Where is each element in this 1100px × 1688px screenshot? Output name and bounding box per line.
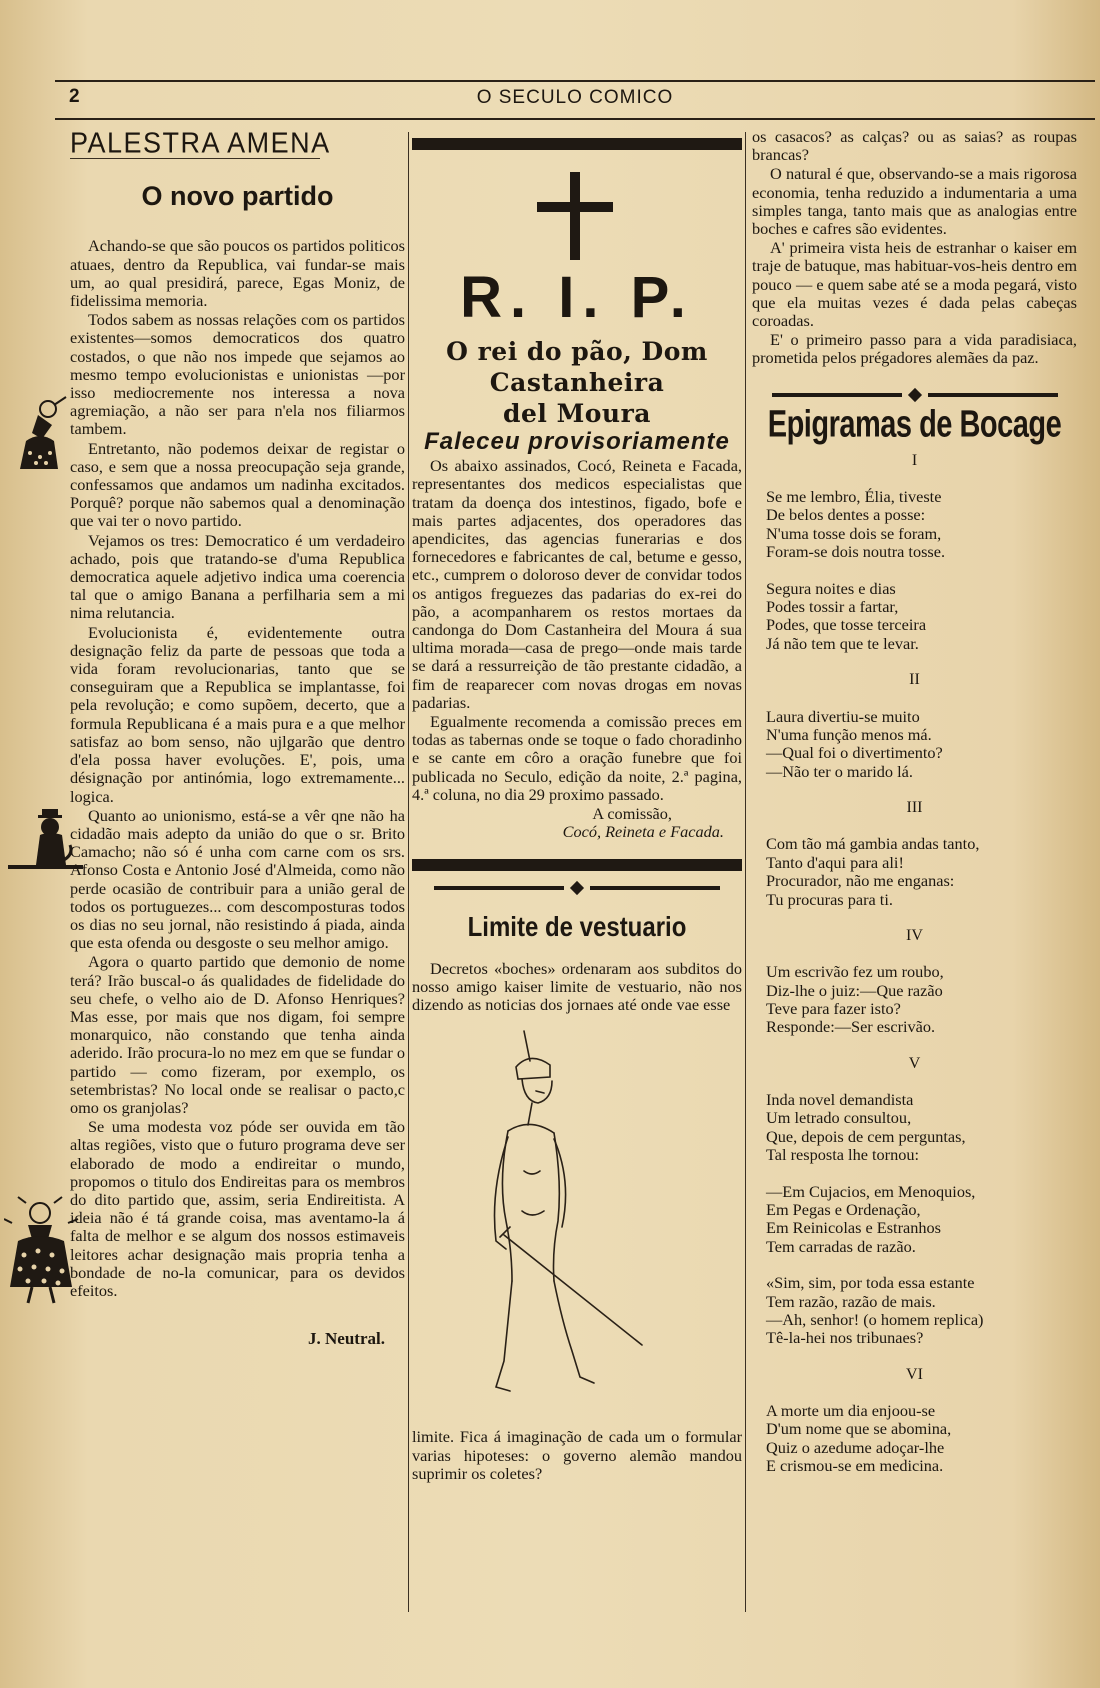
column-rule-2 xyxy=(745,132,746,1612)
ornament-divider xyxy=(412,883,742,893)
rip-paragraph: Egualmente recomenda a comissão preces em todas as tabernas onde se toque o fado choradinho e se cante em côro a oração funebre que foi publicada no Seculo, edição da noite, 2.ª pagina, 4.ª coluna, no dia 29 proximo passado. xyxy=(412,712,742,804)
epigram-line: Se me lembro, Élia, tiveste xyxy=(766,487,942,507)
epigram-line: Tê-la-hei nos tribunaes? xyxy=(766,1328,924,1348)
epigram-line: Tal resposta lhe tornou: xyxy=(766,1145,920,1165)
article-paragraph: Achando-se que são poucos os partidos politicos atuaes, dentro da Republica, vai fundar-se mais um, ao qual presidirá, parece, Egas Moniz, de fidelissima memoria. xyxy=(70,236,405,311)
column-palestra xyxy=(70,128,405,1348)
epigram-line: Um escrivão fez um roubo, xyxy=(766,962,944,982)
limite-title: Limite de vestuario xyxy=(467,912,687,944)
limite-continuation: O natural é que, observando-se a mais rigorosa economia, tenha reduzido a indumentaria a uma simples tanga, tanto mais que as analogias entre boches e cafres são evidentes. xyxy=(752,164,1077,239)
epigram-line: Que, depois de cem perguntas, xyxy=(766,1126,966,1146)
epigram-line: Tem razão, razão de mais. xyxy=(766,1291,936,1311)
epigram-stanza xyxy=(752,1274,1077,1348)
epigram-line: Laura divertiu-se muito xyxy=(766,706,920,726)
rip-subheading xyxy=(412,336,742,429)
rip-heading: R. I. P. xyxy=(460,265,694,330)
epigram-line: Responde:—Ser escrivão. xyxy=(766,1017,936,1037)
epigramas-title: Epigramas de Bocage xyxy=(767,403,1062,446)
stanza-gap xyxy=(752,1256,1077,1274)
rip-paragraph: Os abaixo assinados, Cocó, Reineta e Facada, representantes dos medicos especialistas que tratam da doença dos intestinos, figado, bofe e mais partes adjacentes, dos operadores das apendicites, das agencias funerarias e dos fornecedores e fabricantes de cal, betume e gesso, etc., cumprem o doloroso dever de convidar todos os antigos freguezes das padarias do ex-rei do pão, a acompanharem os restos mortaes da candonga do Dom Castanheira del Moura á sua ultima morada—casa de prego—onde mais tarde se dará a ressurreição de tão prestante cidadão, a fim de reaparecer com novas drogas em novas padarias. xyxy=(412,456,742,712)
limite-paragraph: limite. Fica á imaginação de cada um o formular varias hipoteses: o governo alemão mandou suprimir os coletes? xyxy=(412,1427,742,1483)
stanza-gap xyxy=(752,1165,1077,1183)
epigram-line: —Em Cujacios, em Menoquios, xyxy=(766,1181,976,1201)
rip-tagline: Faleceu provisoriamente xyxy=(424,428,730,455)
epigram-stanza xyxy=(752,580,1077,654)
limite-continuation: E' o primeiro passo para a vida paradisiaca, prometida pelos prégadores alemães da paz. xyxy=(752,330,1077,368)
epigram-line: N'uma tosse dois se foram, xyxy=(766,523,942,543)
page-header xyxy=(55,80,1095,120)
article-paragraph: Quanto ao unionismo, está-se a vêr qne não ha cidadão mais adepto da união do que o sr. Brito Camacho; não só é unha com carne com os srs. Afonso Costa e Antonio José d'Almeida, como não perde ocasião de contribuir para a união geral de todos os portuguezes... com descomposturas todos os dias no seu jornal, não resistindo á piada, ainda que esta ofenda ou desgoste o seu melhor amigo. xyxy=(70,805,405,953)
mourning-bar xyxy=(412,138,742,150)
epigram-line: Teve para fazer isto? xyxy=(766,998,901,1018)
epigram-line: N'uma função menos má. xyxy=(766,724,932,744)
epigram-stanza xyxy=(752,488,1077,562)
epigram-stanza xyxy=(752,1091,1077,1165)
limite-continuation: A' primeira vista heis de estranhar o kaiser em traje de batuque, mas habituar-vos-heis dentro em pouco — e quem sabe até se a moda pegará, visto que ela muitas vezes é dada pelas cabeças coroadas. xyxy=(752,238,1077,331)
epigram-line: Com tão má gambia andas tanto, xyxy=(766,834,980,854)
column-rule-1 xyxy=(408,132,409,1612)
column-rip xyxy=(412,128,742,1484)
epigram-line: Já não tem que te levar. xyxy=(766,633,919,653)
rip-signature-line-2: Cocó, Reineta e Facada. xyxy=(562,822,724,842)
epigram-line: Quiz o azedume adoçar-lhe xyxy=(766,1437,945,1457)
epigram-line: —Ah, senhor! (o homem replica) xyxy=(766,1310,984,1330)
page-number: 2 xyxy=(69,86,80,107)
epigram-line: Diz-lhe o juiz:—Que razão xyxy=(766,980,943,1000)
article-paragraph: Entretanto, não podemos deixar de registar o caso, e sem que a nossa preocupação seja grande, confessamos que andamos um nadinha excitados. Porquê? porque não sabemos qual a denominação que vai ter o novo partido. xyxy=(70,438,405,531)
epigram-numeral: VI xyxy=(906,1365,923,1383)
limite-continued xyxy=(412,1428,742,1483)
article-signature: J. Neutral. xyxy=(308,1329,385,1349)
ornament-divider xyxy=(752,390,1077,400)
epigram-line: De belos dentes a posse: xyxy=(766,505,926,525)
epigram-line: —Qual foi o divertimento? xyxy=(766,743,943,763)
epigram-stanza xyxy=(752,835,1077,909)
epigram-line: A morte um dia enjoou-se xyxy=(766,1401,936,1421)
article-paragraph: Evolucionista é, evidentemente outra designação feliz da parte de pessoas que toda a vida foram revolucionarias, tanto que se conseguiram que a Republica se implantasse, foi pela revolução; e como supõem, decerto, que a formula Republicana é a mais pura e a que melhor satisfaz ao bom senso, não ujlgarão que dentro d'ela possa haver evoluções. E', pois, uma désignação por antinómia, logo extremamente... logica. xyxy=(70,622,405,806)
epigram-numeral: III xyxy=(906,799,923,817)
mourning-bar xyxy=(412,859,742,871)
article-paragraph: Se uma modesta voz póde ser ouvida em tão altas regiões, visto que o futuro programa deve ser elaborado de modo a endireitar o mundo, propomos o titulo dos Endireitas para os membros do dito partido que, assim, seria Endireitista. A ideia não é tá grande coisa, mas aventamo-la á falta de melhor e se algum dos nossos estimaveis leitores achar designação mais propria tenha a bondade de no-la comunicar, para os devidos efeitos. xyxy=(70,1117,405,1300)
epigram-numeral: I xyxy=(911,451,918,469)
epigram-line: Podes tossir a fartar, xyxy=(766,597,899,617)
epigramas-body xyxy=(752,452,1077,1476)
epigram-line: D'um nome que se abomina, xyxy=(766,1419,952,1439)
newspaper-title: O SECULO COMICO xyxy=(476,87,674,108)
rip-subheading-line-1: O rei do pão, Dom Castanheira xyxy=(446,337,708,397)
epigram-stanza xyxy=(752,1183,1077,1257)
epigram-line: Tanto d'aqui para ali! xyxy=(766,852,904,872)
epigram-line: Um letrado consultou, xyxy=(766,1108,912,1128)
limite-paragraph: Decretos «boches» ordenaram aos subditos do nosso amigo kaiser limite de vestuario, não nos dizendo as noticias dos jornaes até onde vae esse xyxy=(412,958,742,1015)
figure-vignette-icon xyxy=(8,395,70,475)
epigram-stanza xyxy=(752,1402,1077,1476)
stanza-gap xyxy=(752,562,1077,580)
epigram-line: Tu procuras para ti. xyxy=(766,889,893,909)
cross-icon xyxy=(412,150,742,258)
epigram-line: —Não ter o marido lá. xyxy=(766,761,913,781)
column-right xyxy=(752,128,1077,1476)
epigram-stanza xyxy=(752,708,1077,782)
epigram-line: Segura noites e dias xyxy=(766,578,896,598)
epigram-line: E crismou-se em medicina. xyxy=(766,1456,944,1476)
epigram-numeral: II xyxy=(909,671,920,689)
epigram-numeral: IV xyxy=(906,926,923,944)
epigram-line: Em Pegas e Ordenação, xyxy=(766,1200,921,1220)
epigram-stanza xyxy=(752,963,1077,1037)
article-paragraph: Agora o quarto partido que demonio de nome terá? Irão buscal-o ás qualidades de fidelidade do seu chefe, o velho aio de D. Afonso Henriques? Mas esse, por mais que nos digam, foi sempre monarquico, não constando que tenha ainda aderido. Irão procura-lo no mez em que se fundar o partido — como fizeram, por exemplo, os setembristas? No local onde se realisar o pacto,c omo os granjolas? xyxy=(70,952,405,1117)
rip-subheading-line-2: del Moura xyxy=(503,399,651,428)
epigram-line: Foram-se dois noutra tosse. xyxy=(766,542,946,562)
limite-continuation: os casacos? as calças? ou as saias? as roupas brancas? xyxy=(752,127,1077,165)
epigram-line: Procurador, não me enganas: xyxy=(766,871,955,891)
epigram-line: Inda novel demandista xyxy=(766,1089,914,1109)
article-paragraph: Todos sabem as nossas relações com os partidos existentes—somos democraticos dos quatro costados, o que não nos impede que sejamos ao mesmo tempo evolucionistas e unionistas —por isso mediocremente nos interessa a nova agremiação, a não ser para n'ela nos filiarmos tambem. xyxy=(70,310,405,439)
rip-signature-line-1: A comissão, xyxy=(592,804,672,824)
kaiser-illustration-icon xyxy=(412,1021,742,1416)
section-kicker: PALESTRA AMENA xyxy=(70,127,331,159)
epigram-line: Podes, que tosse terceira xyxy=(766,615,927,635)
epigram-line: Tem carradas de razão. xyxy=(766,1236,916,1256)
article-paragraph: Vejamos os tres: Democratico é um verdadeiro achado, pois que tratando-se d'uma Republica democratica aquele adjetivo indica uma coerencia tal que o amigo Banana a perfilharia sem a mi nima relutancia. xyxy=(70,530,405,623)
epigram-line: Em Reinicolas e Estranhos xyxy=(766,1218,941,1238)
epigram-line: «Sim, sim, por toda essa estante xyxy=(766,1273,975,1293)
epigram-numeral: V xyxy=(908,1054,921,1072)
article-title: O novo partido xyxy=(141,181,334,212)
